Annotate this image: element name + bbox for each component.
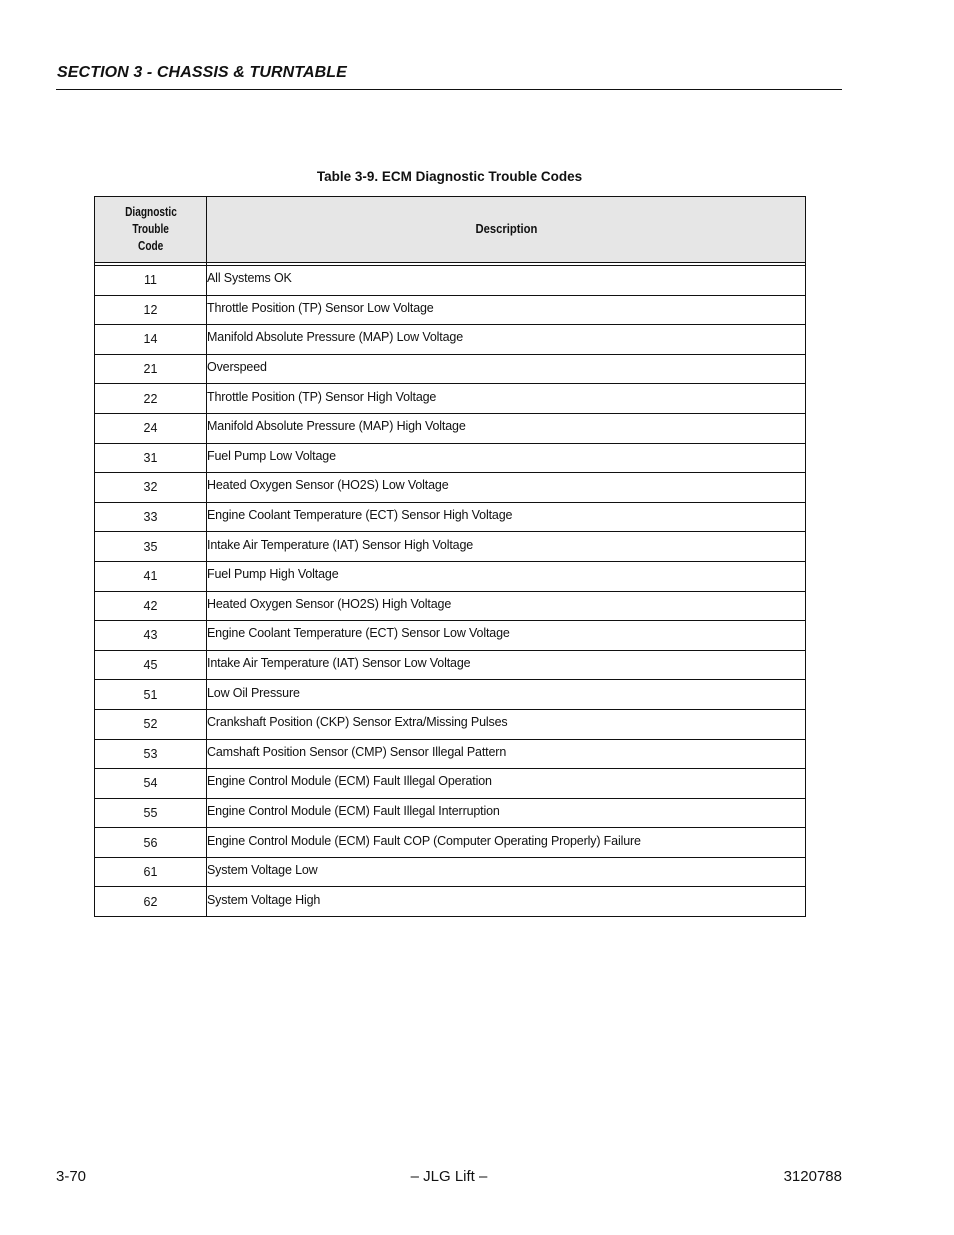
dtc-code: 52: [95, 709, 207, 739]
column-header-code-line3: Code: [137, 239, 164, 253]
column-header-code-line2: Trouble: [132, 222, 169, 236]
dtc-description: Heated Oxygen Sensor (HO2S) Low Voltage: [207, 473, 806, 503]
table-row: [95, 295, 806, 325]
dtc-description: Throttle Position (TP) Sensor Low Voltage: [207, 295, 806, 325]
dtc-code: 33: [95, 502, 207, 532]
dtc-description: Fuel Pump High Voltage: [207, 561, 806, 591]
table-row: [95, 709, 806, 739]
dtc-code: 53: [95, 739, 207, 769]
dtc-description: Heated Oxygen Sensor (HO2S) High Voltage: [207, 591, 806, 621]
dtc-code: 32: [95, 473, 207, 503]
table-row: [95, 413, 806, 443]
table-row: [95, 739, 806, 769]
dtc-description: Manifold Absolute Pressure (MAP) High Voltage: [207, 413, 806, 443]
dtc-code: 14: [95, 325, 207, 355]
header-divider: [56, 89, 842, 90]
dtc-description: System Voltage High: [207, 887, 806, 917]
table-row: [95, 325, 806, 355]
table-row: [95, 857, 806, 887]
dtc-code: 24: [95, 413, 207, 443]
table-row: [95, 798, 806, 828]
dtc-code: 31: [95, 443, 207, 473]
dtc-code: 54: [95, 769, 207, 799]
dtc-table: [94, 196, 806, 917]
table-row: [95, 680, 806, 710]
table-row: [95, 621, 806, 651]
dtc-description: Intake Air Temperature (IAT) Sensor High Voltage: [207, 532, 806, 562]
dtc-code: 56: [95, 828, 207, 858]
dtc-code: 43: [95, 621, 207, 651]
table-header-row: [95, 197, 806, 263]
table-row: [95, 532, 806, 562]
dtc-code: 11: [95, 266, 207, 296]
dtc-description: Overspeed: [207, 354, 806, 384]
dtc-code: 55: [95, 798, 207, 828]
document-number: 3120788: [783, 1168, 842, 1185]
table-caption: Table 3-9. ECM Diagnostic Trouble Codes: [316, 169, 583, 184]
dtc-code: 61: [95, 857, 207, 887]
table-row: [95, 354, 806, 384]
dtc-description: Throttle Position (TP) Sensor High Voltage: [207, 384, 806, 414]
footer-publisher: – JLG Lift –: [410, 1168, 488, 1185]
dtc-description: All Systems OK: [207, 266, 806, 296]
dtc-code: 51: [95, 680, 207, 710]
column-header-code: [95, 197, 207, 263]
table-row: [95, 650, 806, 680]
dtc-description: Engine Control Module (ECM) Fault Illegal Operation: [207, 769, 806, 799]
dtc-description: Fuel Pump Low Voltage: [207, 443, 806, 473]
dtc-description: Camshaft Position Sensor (CMP) Sensor Illegal Pattern: [207, 739, 806, 769]
column-header-code-line1: Diagnostic: [124, 205, 177, 219]
table-row: [95, 561, 806, 591]
dtc-code: 22: [95, 384, 207, 414]
dtc-description: System Voltage Low: [207, 857, 806, 887]
table-row: [95, 828, 806, 858]
dtc-description: Low Oil Pressure: [207, 680, 806, 710]
dtc-description: Engine Coolant Temperature (ECT) Sensor Low Voltage: [207, 621, 806, 651]
page-number: 3-70: [56, 1168, 87, 1185]
column-header-description: Description: [207, 197, 806, 263]
dtc-description: Engine Control Module (ECM) Fault Illegal Interruption: [207, 798, 806, 828]
table-row: [95, 443, 806, 473]
dtc-code: 21: [95, 354, 207, 384]
dtc-description: Engine Control Module (ECM) Fault COP (Computer Operating Properly) Failure: [207, 828, 806, 858]
dtc-code: 35: [95, 532, 207, 562]
dtc-description: Engine Coolant Temperature (ECT) Sensor High Voltage: [207, 502, 806, 532]
table-row: [95, 384, 806, 414]
dtc-code: 42: [95, 591, 207, 621]
dtc-code: 41: [95, 561, 207, 591]
dtc-description: Intake Air Temperature (IAT) Sensor Low Voltage: [207, 650, 806, 680]
dtc-code: 62: [95, 887, 207, 917]
table-row: [95, 266, 806, 296]
table-row: [95, 887, 806, 917]
table-row: [95, 769, 806, 799]
table-row: [95, 502, 806, 532]
dtc-description: Manifold Absolute Pressure (MAP) Low Voltage: [207, 325, 806, 355]
dtc-description: Crankshaft Position (CKP) Sensor Extra/Missing Pulses: [207, 709, 806, 739]
table-row: [95, 473, 806, 503]
table-row: [95, 591, 806, 621]
dtc-code: 12: [95, 295, 207, 325]
section-title: SECTION 3 - CHASSIS & TURNTABLE: [57, 64, 347, 81]
dtc-code: 45: [95, 650, 207, 680]
